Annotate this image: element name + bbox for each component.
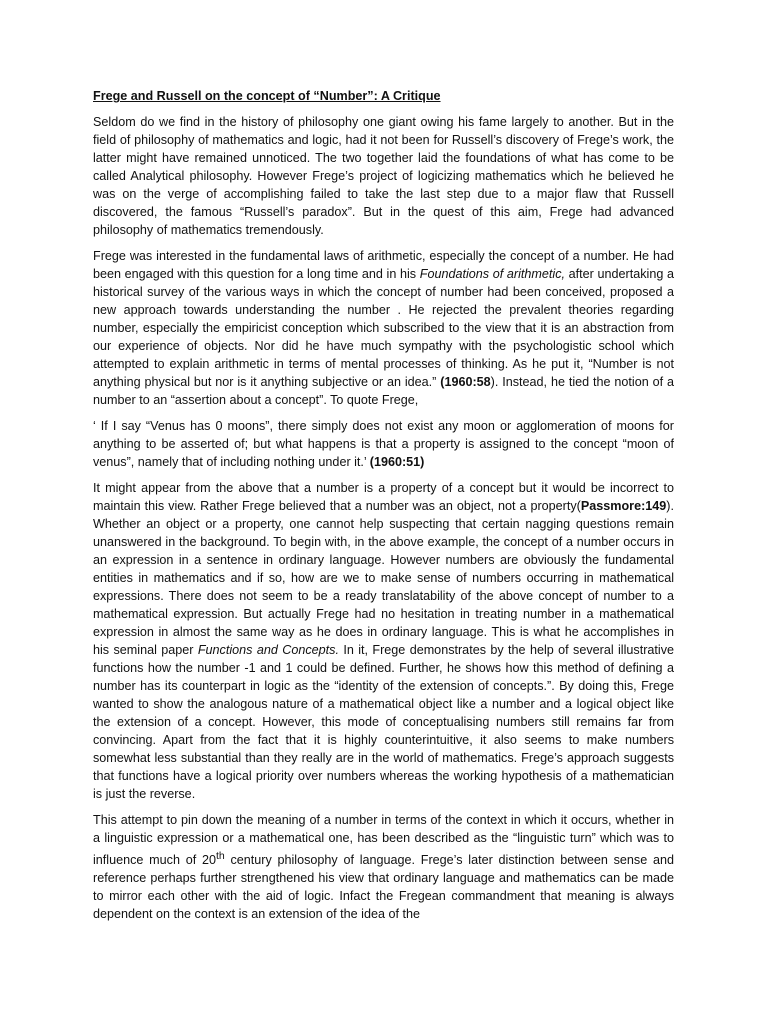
- paragraph-3: [93, 479, 674, 803]
- paragraph-3-text-e: In it, Frege demonstrates by the help of several illustrative functions how the number -1 and 1 could be defined. Further, he shows how this method of defining a number has its counterpart in logic as the “identity of the extension of concepts.”. By doing this, Frege wanted to show the analogous nature of a mathematical object like a number and a logical object like the extension of a concept. However, this mode of conceptualising numbers still remains far from convincing. Apart from the fact that it is highly counterintuitive, it also seems to make numbers somewhat less substantial than they really are in the world of mathematics. Frege’s approach suggests that functions have a logical priority over numbers whereas the working hypothesis of a mathematician is just the reverse.: [93, 643, 675, 801]
- book-title-foundations: Foundations of arithmetic,: [419, 267, 565, 281]
- paragraph-4-text-b: century philosophy of language. Frege’s later distinction between sense and reference perhaps further strengthened his view that ordinary language and mathematics can be made to mirror each other with the aid of logic. Infact the Fregean commandment that meaning is always dependent on the context is an extension of the idea of the: [93, 853, 674, 922]
- document-title: Frege and Russell on the concept of “Number”: A Critique: [93, 89, 441, 103]
- document-body: [93, 87, 674, 931]
- block-quote: [93, 417, 674, 471]
- citation-1960-51: (1960:51): [369, 455, 425, 469]
- paragraph-4-text-a: This attempt to pin down the meaning of a number in terms of the context in which it occurs, whether in a linguistic expression or a mathematical one, has been described as the “linguistic turn” which was to influence much of 20: [93, 813, 674, 868]
- paragraph-4: [93, 811, 674, 923]
- paragraph-1: Seldom do we find in the history of philosophy one giant owing his fame largely to another. But in the field of philosophy of mathematics and logic, had it not been for Russell’s discovery of Frege’s work, the latter might have remained unnoticed. The two together laid the foundations of what has come to be called Analytical philosophy. However Frege’s project of logicizing mathematics which he believed he was on the verge of accomplishing failed to take the last step due to a major flaw that Russell discovered, the famous “Russell’s paradox”. But in the quest of this aim, Frege had advanced philosophy of mathematics tremendously.: [93, 115, 674, 237]
- citation-1960-58: (1960:58: [440, 375, 491, 389]
- paragraph-3-text-a: It might appear from the above that a number is a property of a concept but it would be incorrect to maintain this view. Rather Frege believed that a number was an object, not a property(: [93, 481, 674, 513]
- paragraph-2-text-c: after undertaking a historical survey of the various ways in which the concept of number had been conceived, proposed a new approach towards understanding the number . He rejected the prevalent theories regarding number, especially the empiricist conception which subscribed to the view that it is an abstraction from our experience of objects. Nor did he have much sympathy with the psychologistic school which attempted to explain arithmetic in terms of mental processes of thinking. As he put it, “Number is not anything physical but nor is it anything subjective or an idea.”: [93, 267, 674, 389]
- paragraph-2: [93, 247, 674, 409]
- superscript-th: th: [215, 850, 225, 862]
- quote-text: ‘ If I say “Venus has 0 moons”, there simply does not exist any moon or agglomeration of moons for anything to be asserted of; but what happens is that a property is assigned to the concept “moon of venus”, namely that of including nothing under it.’: [93, 419, 674, 469]
- citation-passmore: Passmore:149: [580, 499, 667, 513]
- paragraph-3-text-c: ). Whether an object or a property, one cannot help suspecting that certain nagging questions remain unanswered in the background. To begin with, in the above example, the concept of a number occurs in an expression in a sentence in ordinary language. However numbers are obviously the fundamental entities in mathematics and if so, how are we to make sense of numbers occurring in mathematical expressions. There does not seem to be a ready translatability of the above concept of number to a mathematical expression. But actually Frege had no hesitation in treating number in a mathematical expression in almost the same way as he does in ordinary language. This is what he accomplishes in his seminal paper: [93, 499, 674, 657]
- paragraph-2-text-e: ). Instead, he tied the notion of a number to an “assertion about a concept”. To quote Frege,: [93, 375, 674, 407]
- paper-title-functions-concepts: Functions and Concepts.: [197, 643, 339, 657]
- paragraph-2-text-a: Frege was interested in the fundamental laws of arithmetic, especially the concept of a number. He had been engaged with this question for a long time and in his: [93, 249, 674, 281]
